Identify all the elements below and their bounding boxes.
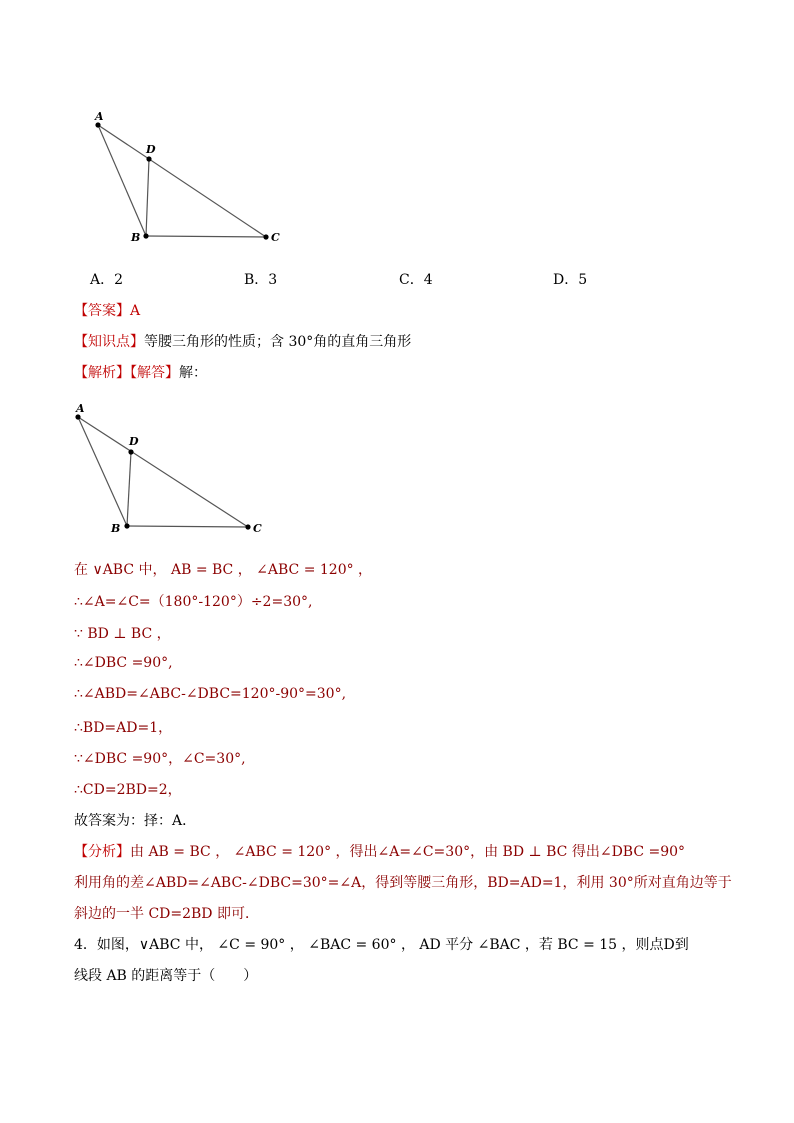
point-label-a: A <box>95 110 104 123</box>
solution-line-2: ∴∠A=∠C=（180°-120°）÷2=30°, <box>74 594 313 610</box>
knowledge-tag: 【知识点】 <box>74 334 144 350</box>
fenxi-line-3: 斜边的一半 CD=2BD 即可． <box>74 906 259 922</box>
fenxi-line-2: 利用角的差∠ABD=∠ABC-∠DBC=30°=∠A，得到等腰三角形，BD=AD=1，利用 30°所对直角边等于 <box>74 875 732 891</box>
fenxi-tag: 【分析】 <box>74 844 130 860</box>
point-label-c-2: C <box>253 522 262 535</box>
analysis-text: 解： <box>179 365 207 381</box>
knowledge-text: 等腰三角形的性质；含 30°角的直角三角形 <box>144 334 412 350</box>
solution-line-1: 在 ∨ABC 中， AB = BC ， ∠ABC = 120° ， <box>74 562 373 578</box>
point-label-b-2: B <box>111 522 121 535</box>
point-label-d-2: D <box>129 435 139 448</box>
solution-line-3: ∵ BD ⊥ BC ， <box>74 626 171 642</box>
solution-line-6: ∴BD=AD=1， <box>74 720 173 736</box>
point-label-b: B <box>131 231 141 244</box>
solution-line-9: 故答案为：择：A． <box>74 813 197 829</box>
analysis-tag: 【解析】【解答】 <box>74 365 179 381</box>
point-label-d: D <box>146 143 156 156</box>
fenxi-line-1 <box>74 841 685 861</box>
solution-line-4: ∴∠DBC =90°, <box>74 655 173 671</box>
question4-line-1: 4．如图，∨ABC 中， ∠C = 90° ， ∠BAC = 60° ， AD 平分 ∠BAC ，若 BC = 15 ，则点D到 <box>74 937 689 953</box>
triangle-figure-2 <box>0 0 794 560</box>
answer-tag: 【答案】 <box>74 303 130 319</box>
question4-line-2: 线段 AB 的距离等于（ ） <box>74 968 258 984</box>
choice-d: D．5 <box>553 272 588 288</box>
choice-c: C．4 <box>399 272 433 288</box>
choice-b: B．3 <box>244 272 278 288</box>
solution-line-5: ∴∠ABD=∠ABC-∠DBC=120°-90°=30°, <box>74 686 347 702</box>
choice-a: A．2 <box>90 272 124 288</box>
point-label-a-2: A <box>76 402 85 415</box>
fenxi-text-1: 由 AB = BC ， ∠ABC = 120° ，得出∠A=∠C=30°，由 BD ⊥ BC 得出∠DBC =90° <box>130 844 686 860</box>
answer-value: A <box>130 303 141 319</box>
solution-line-7: ∵∠DBC =90°，∠C=30°, <box>74 751 246 767</box>
point-label-c: C <box>271 231 280 244</box>
solution-line-8: ∴CD=2BD=2， <box>74 782 182 798</box>
